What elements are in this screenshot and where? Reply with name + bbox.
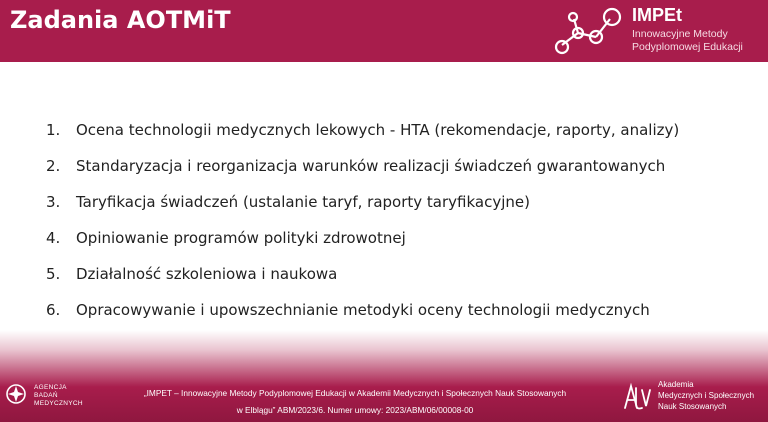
academy-line3: Nauk Stosowanych xyxy=(658,402,727,411)
list-item xyxy=(46,292,746,328)
item-number: 4. xyxy=(46,229,61,247)
list-item xyxy=(46,220,746,256)
logo-subtitle-line2: Podyplomowej Edukacji xyxy=(632,41,743,53)
academy-line1: Akademia xyxy=(658,380,694,389)
list-item xyxy=(46,112,746,148)
agency-line2: BADAŃ xyxy=(34,392,58,399)
header-bar xyxy=(0,0,768,62)
academy-line2: Medycznych i Społecznych xyxy=(658,391,755,400)
funding-caption-line1: „IMPET – Innowacyjne Metody Podyplomowej Edukacji w Akademii Medycznych i Społecznych Nauk Stosowanych xyxy=(143,388,567,398)
agency-line1: AGENCJA xyxy=(34,384,67,391)
molecule-icon xyxy=(552,3,630,59)
funding-caption-line2: w Elblągu” ABM/2023/6. Numer umowy: 2023/ABM/06/00008-00 xyxy=(236,405,474,415)
item-number: 1. xyxy=(46,121,61,139)
item-text: Ocena technologii medycznych lekowych - HTA (rekomendacje, raporty, analizy) xyxy=(76,121,680,139)
item-number: 6. xyxy=(46,301,61,319)
list-item xyxy=(46,256,746,292)
item-text: Opiniowanie programów polityki zdrowotnej xyxy=(76,229,406,247)
list-item xyxy=(46,184,746,220)
item-number: 5. xyxy=(46,265,61,283)
funding-caption xyxy=(110,385,600,419)
agency-logo xyxy=(4,376,104,416)
agency-line3: MEDYCZNYCH xyxy=(34,400,83,407)
academy-logo xyxy=(622,374,768,420)
list-item xyxy=(46,148,746,184)
slide-title: Zadania AOTMiT xyxy=(10,6,231,34)
task-list xyxy=(46,112,746,328)
star-emblem-icon xyxy=(4,382,28,406)
logo-subtitle-line1: Innowacyjne Metody xyxy=(632,28,728,40)
academy-monogram-icon xyxy=(622,380,652,414)
item-text: Taryfikacja świadczeń (ustalanie taryf, raporty taryfikacyjne) xyxy=(76,193,530,211)
item-text: Działalność szkoleniowa i naukowa xyxy=(76,265,338,283)
impet-logo xyxy=(552,3,768,59)
logo-name: IMPEt xyxy=(632,5,683,25)
item-number: 2. xyxy=(46,157,61,175)
item-text: Opracowywanie i upowszechnianie metodyki oceny technologii medycznych xyxy=(76,301,650,319)
item-number: 3. xyxy=(46,193,61,211)
item-text: Standaryzacja i reorganizacja warunków realizacji świadczeń gwarantowanych xyxy=(76,157,666,175)
